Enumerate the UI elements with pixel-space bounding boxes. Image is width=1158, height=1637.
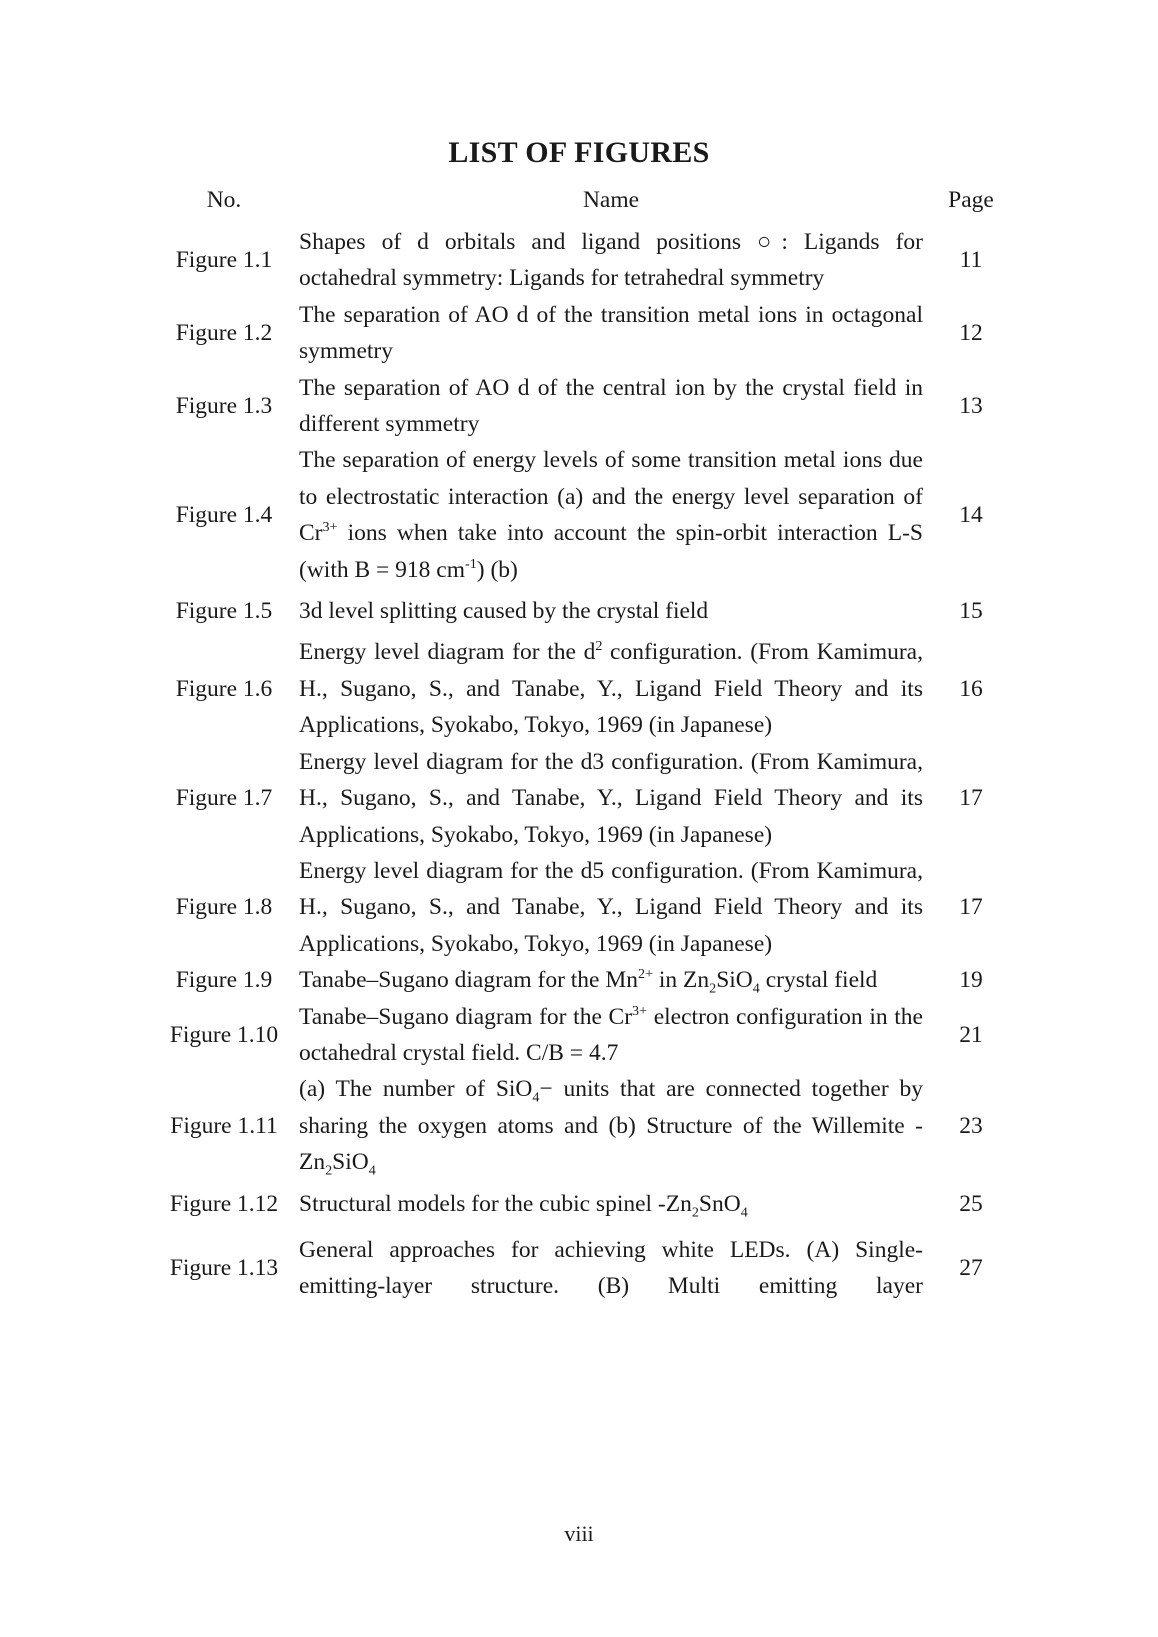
figure-page: 17 bbox=[959, 785, 983, 812]
figure-name: (a) The number of SiO$_4$− units that are connected together by sharing the oxygen atoms and (b) Structure of the Willemite $-Zn_2SiO_4$ bbox=[299, 1076, 923, 1179]
figure-number: Figure 1.5 bbox=[175, 598, 273, 625]
figure-number: Figure 1.1 bbox=[175, 247, 273, 274]
superscript: 2+ bbox=[638, 966, 654, 983]
figure-name: Tanabe–Sugano diagram for the $Mn^{2+}$ in $Zn_2SiO_4$ crystal field bbox=[299, 966, 878, 997]
figure-page: 19 bbox=[959, 967, 983, 994]
figure-page: 13 bbox=[959, 392, 983, 419]
figure-name: Structural models for the cubic spinel $-Zn_2SnO_4$ bbox=[299, 1190, 748, 1221]
table-row bbox=[155, 634, 1013, 743]
table-row bbox=[155, 744, 1013, 853]
figure-name: Shapes of d orbitals and ligand positions ○: Ligands for octahedral symmetry: Ligands for tetrahedral symmetry bbox=[299, 229, 923, 292]
figure-number: Figure 1.9 bbox=[175, 967, 273, 994]
figure-number: Figure 1.11 bbox=[170, 1112, 278, 1139]
table-row bbox=[155, 588, 1013, 634]
figure-page: 11 bbox=[959, 247, 983, 274]
figure-name: The separation of AO d of the central ion by the crystal field in different symmetry bbox=[299, 374, 923, 438]
table-row bbox=[155, 370, 1013, 443]
table-row bbox=[155, 1181, 1013, 1227]
figure-page: 15 bbox=[959, 598, 983, 625]
figure-page: 25 bbox=[959, 1190, 983, 1217]
figure-number: Figure 1.3 bbox=[175, 392, 273, 419]
figure-number: Figure 1.10 bbox=[169, 1021, 279, 1048]
subscript: 2 bbox=[325, 1162, 333, 1179]
figure-page: 16 bbox=[959, 675, 983, 702]
figure-name: 3d level splitting caused by the crystal field bbox=[299, 598, 709, 625]
table-row bbox=[155, 853, 1013, 962]
column-header-name: Name bbox=[582, 186, 640, 213]
table-row bbox=[155, 224, 1013, 297]
figure-name: Energy level diagram for the $d^2$ configuration. (From Kamimura, H., Sugano, S., and Tanabe, Y., Ligand Field Theory and its Applications, Syokabo, Tokyo, 1969 (in Japanese) bbox=[299, 638, 923, 739]
figure-page: 14 bbox=[959, 502, 983, 529]
figure-number: Figure 1.7 bbox=[175, 785, 273, 812]
figure-name: The separation of AO d of the transition metal ions in octagonal symmetry bbox=[299, 301, 923, 365]
superscript: 3+ bbox=[322, 519, 338, 536]
superscript: 2 bbox=[595, 638, 603, 655]
figure-page: 12 bbox=[959, 320, 983, 347]
subscript: 2 bbox=[691, 1204, 699, 1221]
figure-page: 27 bbox=[959, 1255, 983, 1282]
table-row bbox=[155, 1227, 1013, 1310]
superscript: 3+ bbox=[632, 1002, 648, 1019]
figure-page: 23 bbox=[959, 1112, 983, 1139]
subscript: 2 bbox=[709, 980, 717, 997]
subscript: 4 bbox=[532, 1090, 540, 1107]
figure-number: Figure 1.12 bbox=[169, 1190, 279, 1217]
figure-name: The separation of energy levels of some transition metal ions due to electrostatic interaction (a) and the energy level separation of $Cr^{3+}$ ions when take into account the spin-orbit interaction L-S (with B = 918 $cm^{-1}$) (b) bbox=[299, 447, 923, 583]
superscript: -1 bbox=[465, 555, 477, 572]
figure-name: General approaches for achieving white LEDs. (A) Single-emitting-layer structure. (B) Multi emitting layer bbox=[299, 1236, 923, 1300]
table-header-row bbox=[155, 180, 1013, 224]
figure-name: Energy level diagram for the d5 configuration. (From Kamimura, H., Sugano, S., and Tanabe, Y., Ligand Field Theory and its Applications, Syokabo, Tokyo, 1969 (in Japanese) bbox=[299, 857, 923, 957]
figure-page: 21 bbox=[959, 1021, 983, 1048]
figure-number: Figure 1.4 bbox=[175, 502, 273, 529]
table-row bbox=[155, 1071, 1013, 1180]
subscript: 4 bbox=[752, 980, 760, 997]
subscript: 4 bbox=[740, 1204, 748, 1221]
figure-number: Figure 1.8 bbox=[175, 894, 273, 921]
column-header-page: Page bbox=[948, 186, 994, 213]
page-number: viii bbox=[564, 1521, 594, 1546]
table-row bbox=[155, 962, 1013, 998]
figure-name: Tanabe–Sugano diagram for the $Cr^{3+}$ electron configuration in the octahedral crystal field. C/B = 4.7 bbox=[299, 1002, 923, 1066]
table-row bbox=[155, 297, 1013, 370]
figure-name: Energy level diagram for the d3 configuration. (From Kamimura, H., Sugano, S., and Tanabe, Y., Ligand Field Theory and its Applications, Syokabo, Tokyo, 1969 (in Japanese) bbox=[299, 748, 923, 848]
figures-table bbox=[155, 180, 1013, 1310]
table-row bbox=[155, 999, 1013, 1072]
column-header-no: No. bbox=[206, 186, 242, 213]
figure-number: Figure 1.6 bbox=[175, 675, 273, 702]
figure-number: Figure 1.13 bbox=[169, 1255, 279, 1282]
page-title: LIST OF FIGURES bbox=[448, 136, 710, 169]
figure-number: Figure 1.2 bbox=[175, 320, 273, 347]
figure-page: 17 bbox=[959, 894, 983, 921]
subscript: 4 bbox=[368, 1162, 376, 1179]
table-row bbox=[155, 442, 1013, 588]
